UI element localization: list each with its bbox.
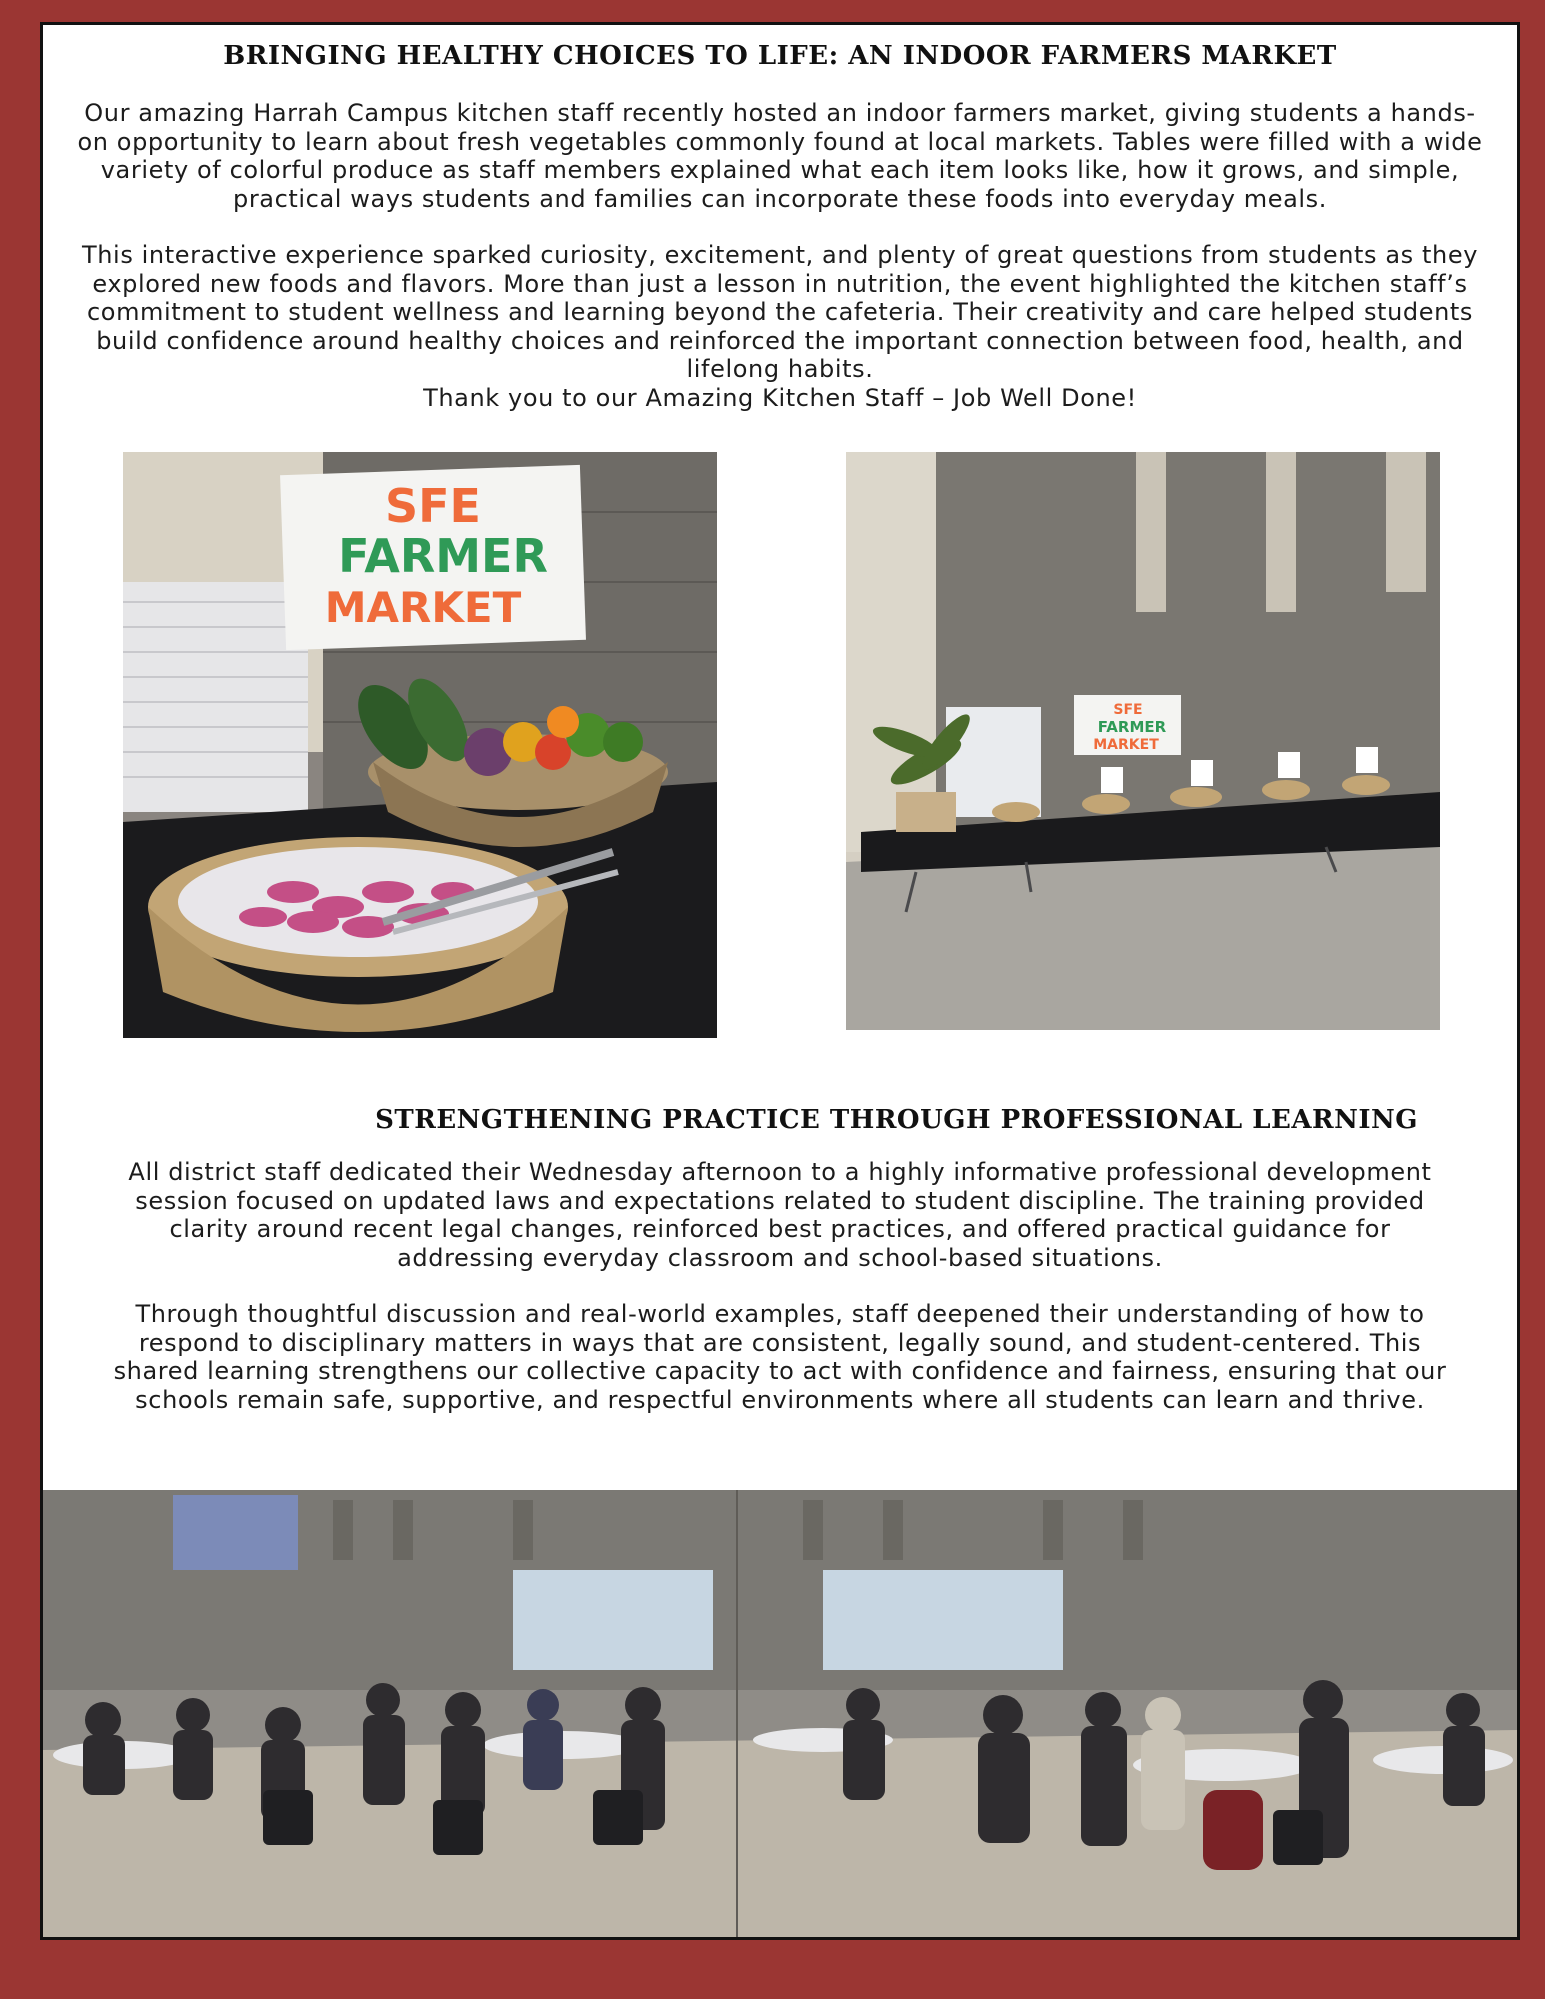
- section1-heading: BRINGING HEALTHY CHOICES TO LIFE: AN INDOOR FARMERS MARKET: [223, 41, 1337, 71]
- section2-heading: STRENGTHENING PRACTICE THROUGH PROFESSIONAL LEARNING: [375, 1105, 1418, 1135]
- sign-line-2: FARMER: [338, 529, 548, 583]
- sign-small-line-1: SFE: [1113, 702, 1143, 718]
- newsletter-page: [40, 22, 1520, 1940]
- sign-small-line-3: MARKET: [1093, 737, 1159, 753]
- sign-line-3: MARKET: [324, 583, 522, 632]
- farmers-market-table-photo: [846, 452, 1440, 1030]
- section1-thanks: Thank you to our Amazing Kitchen Staff – Job Well Done!: [423, 383, 1137, 412]
- section1-paragraph-1: Our amazing Harrah Campus kitchen staff recently hosted an indoor farmers market, giving students a hands-on opportunity to learn about fresh vegetables commonly found at local markets. Tables were filled with a wide variety of colorful produce as staff members explained what each item looks like, how it grows, and simple, practical ways students and families can incorporate these foods into everyday meals.: [77, 99, 1483, 213]
- sign-small-line-2: FARMER: [1097, 718, 1167, 736]
- section2-paragraph-1: All district staff dedicated their Wednesday afternoon to a highly informative professional development session focused on updated laws and expectations related to student discipline. The training provided clarity around recent legal changes, reinforced best practices, and offered practical guidance for addressing everyday classroom and school-based situations.: [128, 1158, 1432, 1272]
- professional-learning-photo: [43, 1490, 1517, 1937]
- section1-paragraph-2: This interactive experience sparked curiosity, excitement, and plenty of great questions from students as they explored new foods and flavors. More than just a lesson in nutrition, the event highlighted the kitchen staff’s commitment to student wellness and learning beyond the cafeteria. Their creativity and care helped students build confidence around healthy choices and reinforced the important connection between food, health, and lifelong habits.: [81, 241, 1479, 383]
- section1-body: [73, 99, 1487, 412]
- section2-body: [98, 1158, 1462, 1414]
- section2-paragraph-2: Through thoughtful discussion and real-world examples, staff deepened their understanding of how to respond to disciplinary matters in ways that are consistent, legally sound, and student-centered. This shared learning strengthens our collective capacity to act with confidence and fairness, ensuring that our schools remain safe, supportive, and respectful environments where all students can learn and thrive.: [113, 1300, 1447, 1414]
- sign-line-1: SFE: [385, 479, 481, 533]
- farmers-market-closeup-photo: [123, 452, 717, 1038]
